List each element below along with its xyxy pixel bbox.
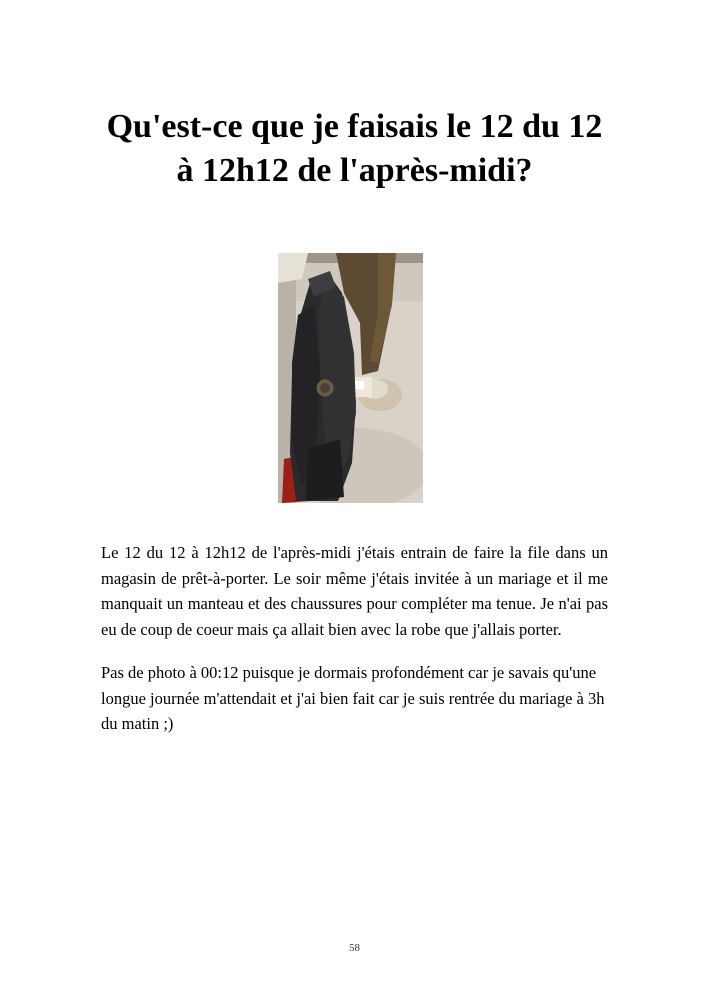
figure-photo xyxy=(278,253,423,503)
paragraph-2: Pas de photo à 00:12 puisque je dormais profondément car je savais qu'une longue journée m'attendait et j'ai bien fait car je suis rentrée du mariage à 3h du matin ;) xyxy=(101,663,605,733)
photo-dark-coat-shopping xyxy=(278,253,423,503)
page-number: 58 xyxy=(349,942,360,954)
paragraph-1: Le 12 du 12 à 12h12 de l'après-midi j'étais entrain de faire la file dans un magasin de prêt-à-porter. Le soir même j'étais invitée à un mariage et il me manquait un manteau et des chaussures pour compléter ma tenue. Je n'ai pas eu de coup de coeur mais ça allait bien avec la robe que j'allais porter. xyxy=(101,543,608,639)
page-title: Qu'est-ce que je faisais le 12 du 12 à 12h12 de l'après-midi? xyxy=(106,107,603,189)
body-text xyxy=(101,540,608,737)
